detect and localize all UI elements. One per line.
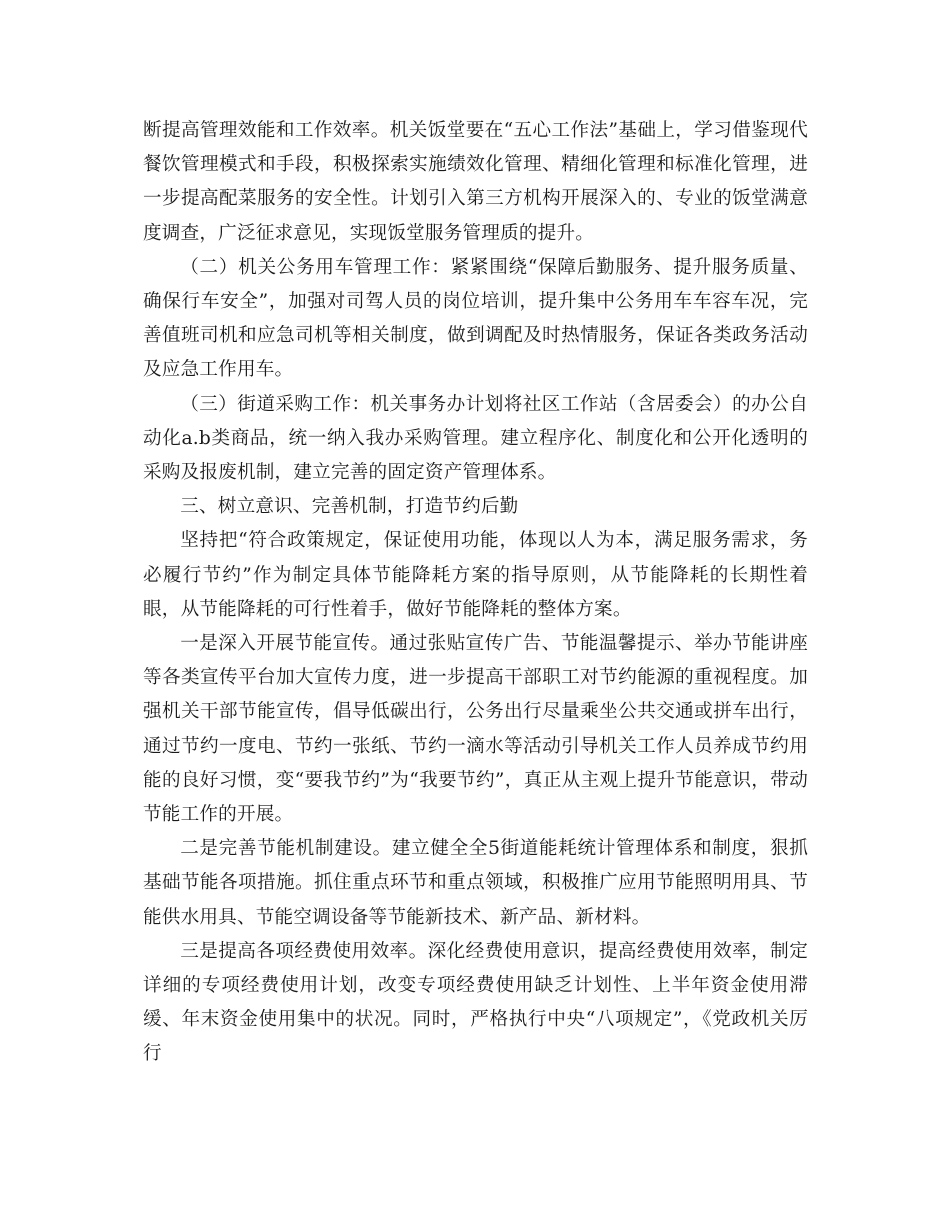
section-heading: 三、树立意识、完善机制，打造节约后勤 — [180, 496, 519, 518]
document-body — [143, 114, 808, 1072]
paragraph-8: 三是提高各项经费使用效率。深化经费使用意识，提高经费使用效率，制定详细的专项经费使用计划，改变专项经费使用缺乏计划性、上半年资金使用滞缓、年末资金使用集中的状况。同时，严格执行中央“八项规定”，《党政机关厉行 — [143, 940, 808, 1065]
paragraph-5: 坚持把“符合政策规定，保证使用功能，体现以人为本，满足服务需求，务必履行节约”作为制定具体节能降耗方案的指导原则，从节能降耗的长期性着眼，从节能降耗的可行性着手，做好节能降耗的整体方案。 — [143, 530, 808, 620]
paragraph-2: （二）机关公务用车管理工作：紧紧围绕“保障后勤服务、提升服务质量、确保行车安全”，加强对司驾人员的岗位培训，提升集中公务用车车容车况，完善值班司机和应急司机等相关制度，做到调配及时热情服务，保证各类政务活动及应急工作用车。 — [143, 256, 808, 381]
paragraph-7: 二是完善节能机制建设。建立健全全5街道能耗统计管理体系和制度，狠抓基础节能各项措施。抓住重点环节和重点领域，积极推广应用节能照明用具、节能供水用具、节能空调设备等节能新技术、新产品、新材料。 — [143, 838, 808, 928]
paragraph-1: 断提高管理效能和工作效率。机关饭堂要在“五心工作法”基础上，学习借鉴现代餐饮管理模式和手段，积极探索实施绩效化管理、精细化管理和标准化管理，进一步提高配菜服务的安全性。计划引入第三方机构开展深入的、专业的饭堂满意度调查，广泛征求意见，实现饭堂服务管理质的提升。 — [143, 120, 808, 244]
paragraph-6: 一是深入开展节能宣传。通过张贴宣传广告、节能温馨提示、举办节能讲座等各类宣传平台加大宣传力度，进一步提高干部职工对节约能源的重视程度。加强机关干部节能宣传，倡导低碳出行，公务出行尽量乘坐公共交通或拼车出行，通过节约一度电、节约一张纸、节约一滴水等活动引导机关工作人员养成节约用能的良好习惯，变“要我节约”为“我要节约”，真正从主观上提升节能意识，带动节能工作的开展。 — [143, 633, 808, 826]
paragraph-3: （三）街道采购工作：机关事务办计划将社区工作站（含居委会）的办公自动化a.b类商品，统一纳入我办采购管理。建立程序化、制度化和公开化透明的采购及报废机制，建立完善的固定资产管理体系。 — [143, 393, 808, 484]
